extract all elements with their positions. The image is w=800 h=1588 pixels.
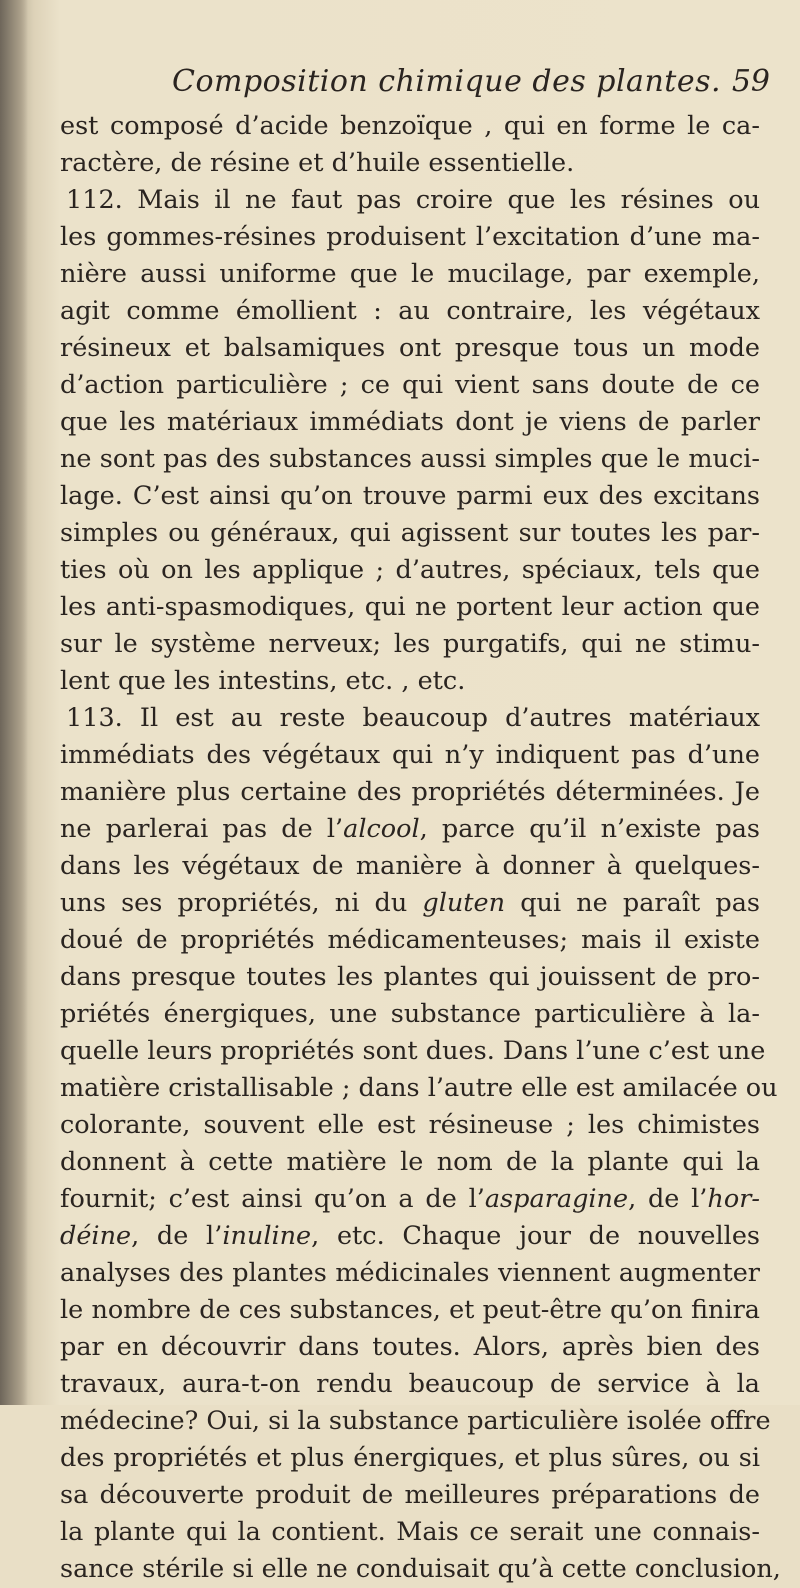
text-line: médecine? Oui, si la substance particulière isolée offre [60, 1406, 771, 1436]
text-line: doué de propriétés médicamenteuses; mais il existe [60, 925, 760, 955]
italic-term-inuline: inuline [222, 1221, 312, 1251]
text-line: dans presque toutes les plantes qui jouissent de pro- [60, 962, 760, 992]
text-line: ractère, de résine et d’huile essentielle. [60, 148, 575, 178]
line-part: ne parlerai pas de l’ [60, 814, 344, 844]
text-line: analyses des plantes médicinales viennent augmenter [60, 1258, 760, 1288]
text-line: manière plus certaine des propriétés déterminées. Je [60, 777, 760, 807]
italic-term-hordeine-a: hor- [707, 1184, 761, 1214]
text-line: sur le système nerveux; les purgatifs, qui ne stimu- [60, 629, 760, 659]
text-line: la plante qui la contient. Mais ce serait une connais- [60, 1517, 760, 1547]
text-line: priétés énergiques, une substance particulière à la- [60, 999, 760, 1029]
text-line: sa découverte produit de meilleures préparations de [60, 1480, 760, 1510]
body-text [60, 108, 781, 1588]
text-line: des propriétés et plus énergiques, et plus sûres, ou si [60, 1443, 760, 1473]
page-number: 59 [731, 64, 770, 99]
text-line-alcool [60, 811, 760, 848]
text-line: immédiats des végétaux qui n’y indiquent pas d’une [60, 740, 760, 770]
text-line: matière cristallisable ; dans l’autre elle est amilacée ou [60, 1073, 778, 1103]
text-line: lage. C’est ainsi qu’on trouve parmi eux des excitans [60, 481, 760, 511]
line-part: , de l’ [131, 1221, 223, 1251]
text-line: ties où on les applique ; d’autres, spéciaux, tels que [60, 555, 760, 585]
line-part: qui ne paraît pas [505, 888, 760, 918]
page-header [60, 64, 770, 108]
line-part: , de l’ [628, 1184, 708, 1214]
text-line: les gommes-résines produisent l’excitation d’une ma- [60, 222, 760, 252]
text-line-asparagine [60, 1181, 760, 1218]
text-line: agit comme émollient : au contraire, les végétaux [60, 296, 760, 326]
italic-term-asparagine: asparagine [484, 1184, 629, 1214]
italic-term-gluten: gluten [422, 888, 506, 918]
text-line: simples ou généraux, qui agissent sur toutes les par- [60, 518, 760, 548]
text-line: colorante, souvent elle est résineuse ; les chimistes [60, 1110, 760, 1140]
text-line-gluten [60, 885, 760, 922]
line-part: , parce qu’il n’existe pas [419, 814, 760, 844]
text-line: travaux, aura-t-on rendu beaucoup de service à la [60, 1369, 760, 1399]
text-line: nière aussi uniforme que le mucilage, par exemple, [60, 259, 760, 289]
paragraph-113-start: 113. Il est au reste beaucoup d’autres matériaux [66, 703, 760, 733]
italic-term-alcool: alcool [343, 814, 420, 844]
text-line: donnent à cette matière le nom de la plante qui la [60, 1147, 760, 1177]
text-line: sance stérile si elle ne conduisait qu’à cette conclusion, [60, 1554, 781, 1584]
line-part: , etc. Chaque jour de nouvelles [311, 1221, 760, 1251]
text-line: quelle leurs propriétés sont dues. Dans l’une c’est une [60, 1036, 766, 1066]
text-line: le nombre de ces substances, et peut-être qu’on finira [60, 1295, 760, 1325]
text-line: par en découvrir dans toutes. Alors, après bien des [60, 1332, 760, 1362]
text-line: que les matériaux immédiats dont je viens de parler [60, 407, 760, 437]
line-part: uns ses propriétés, ni du [60, 888, 423, 918]
text-line: résineux et balsamiques ont presque tous un mode [60, 333, 760, 363]
text-line: d’action particulière ; ce qui vient sans doute de ce [60, 370, 760, 400]
text-line-inuline [60, 1218, 760, 1255]
line-part: fournit; c’est ainsi qu’on a de l’ [60, 1184, 485, 1214]
text-line: lent que les intestins, etc. , etc. [60, 666, 466, 696]
text-line: dans les végétaux de manière à donner à quelques- [60, 851, 760, 881]
text-line: les anti-spasmodiques, qui ne portent leur action que [60, 592, 760, 622]
running-title: Composition chimique des plantes. [172, 64, 721, 99]
text-line: est composé d’acide benzoïque , qui en forme le ca- [60, 111, 760, 141]
binding-gutter [0, 0, 28, 1405]
italic-term-hordeine-b: déine [60, 1221, 132, 1251]
text-line: ne sont pas des substances aussi simples que le muci- [60, 444, 760, 474]
paragraph-112-start: 112. Mais il ne faut pas croire que les résines ou [66, 185, 760, 215]
